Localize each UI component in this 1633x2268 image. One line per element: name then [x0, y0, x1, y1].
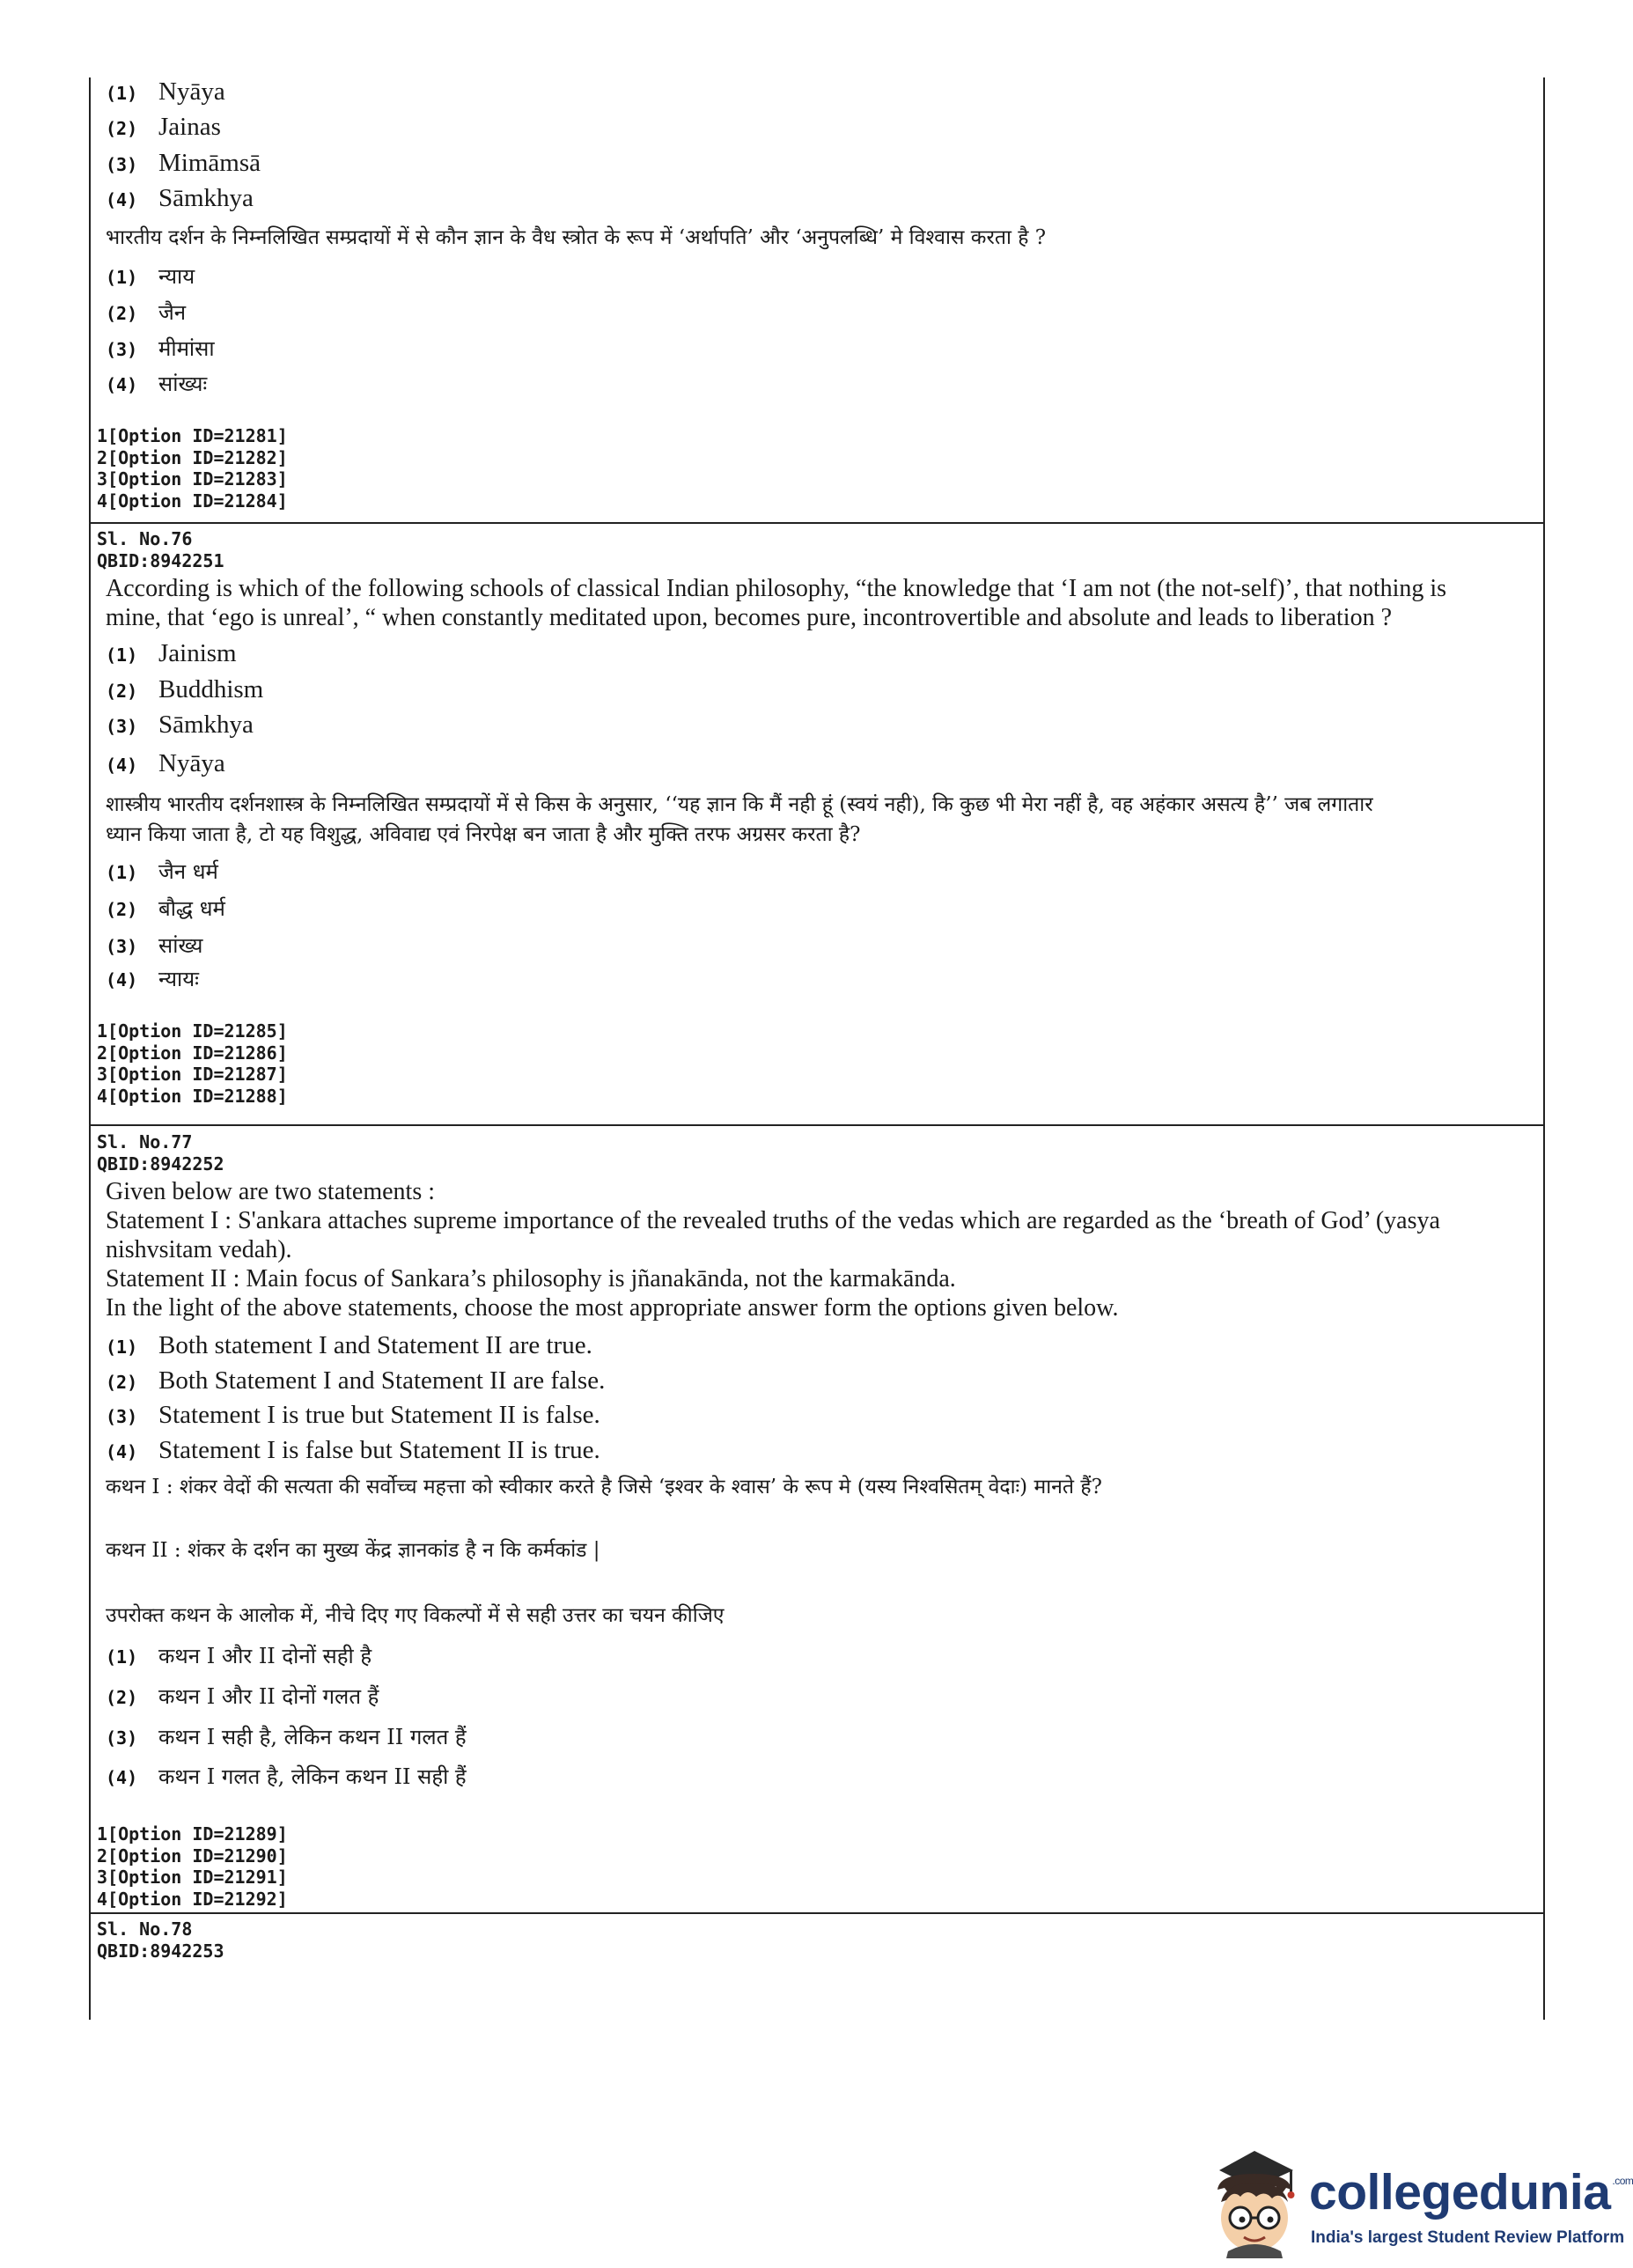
option-hi-4: (4) कथन I गलत है, लेकिन कथन II सही हैं: [106, 1764, 467, 1789]
option-hi-2: (2) बौद्ध धर्म: [106, 896, 225, 921]
option-en-1: (1) Jainism: [106, 639, 237, 667]
option-en-1: (1) Both statement I and Statement II are true.: [106, 1331, 592, 1359]
option-en-2: (2) Jainas: [106, 113, 221, 141]
option-hi-2: (2) जैन: [106, 300, 187, 325]
question-line: Statement II : Main focus of Sankara’s philosophy is jñanakānda, not the karmakānda.: [106, 1265, 956, 1292]
option-id: 2[Option ID=21286]: [97, 1042, 288, 1064]
option-en-2: (2) Buddhism: [106, 675, 264, 703]
question-line: शास्त्रीय भारतीय दर्शनशास्त्र के निम्नलिखित सम्प्रदायों में से किस के अनुसार, ‘‘यह ज्ञान कि मैं नही हूं (स्वयं नही), कि कुछ भी मेरा नहीं है, वह अहंकार असत्य है’’ जब लगातार: [106, 793, 1373, 816]
question-line: mine, that ‘ego is unreal’, “ when constantly meditated upon, becomes pure, incontrovertible and absolute and leads to liberation ?: [106, 604, 1392, 631]
student-mascot-icon: [1202, 2144, 1312, 2258]
option-hi-4: (4) सांख्यः: [106, 372, 208, 396]
qbid: QBID:8942252: [97, 1152, 224, 1174]
section-divider: [91, 1124, 1543, 1126]
option-hi-1: (1) न्याय: [106, 264, 195, 289]
option-en-4: (4) Sāmkhya: [106, 184, 254, 212]
question-text-hi: [97, 790, 1529, 850]
option-id: 3[Option ID=21287]: [97, 1064, 288, 1085]
question-text-en: [97, 574, 1529, 632]
question-line: ध्यान किया जाता है, टो यह विशुद्ध, अविवाद्य एवं निरपेक्ष बन जाता है और मुक्ति तरफ अग्रसर करता है?: [106, 823, 861, 846]
option-id: 2[Option ID=21290]: [97, 1845, 288, 1867]
option-id: 1[Option ID=21285]: [97, 1020, 288, 1042]
option-hi-3: (3) कथन I सही है, लेकिन कथन II गलत हैं: [106, 1725, 467, 1749]
option-en-3: (3) Statement I is true but Statement II is false.: [106, 1401, 600, 1429]
question-line: Statement I : S'ankara attaches supreme importance of the revealed truths of the vedas which are regarded as the ‘breath of God’ (yasya: [106, 1207, 1440, 1234]
option-en-3: (3) Sāmkhya: [106, 711, 254, 739]
option-hi-2: (2) कथन I और II दोनों गलत हैं: [106, 1684, 379, 1709]
option-id: 3[Option ID=21283]: [97, 468, 288, 490]
option-en-3: (3) Mimāmsā: [106, 149, 261, 177]
option-id-list: [97, 1823, 1529, 1910]
option-en-4: (4) Nyāya: [106, 749, 225, 777]
option-hi-1: (1) जैन धर्म: [106, 859, 218, 884]
option-hi-3: (3) सांख्य: [106, 933, 203, 958]
brand-name: collegedunia $^{.com}$: [1309, 2164, 1633, 2220]
option-id: 4[Option ID=21284]: [97, 490, 288, 512]
question-75-tail: [91, 77, 1543, 512]
question-line: nishvsitam vedah).: [106, 1236, 292, 1263]
serial-number: Sl. No.77: [97, 1131, 193, 1152]
qbid: QBID:8942253: [97, 1940, 224, 1962]
option-id: 2[Option ID=21282]: [97, 446, 288, 468]
option-id-list: [97, 425, 1529, 512]
collegedunia-logo: [1202, 2144, 1633, 2258]
option-id: 1[Option ID=21289]: [97, 1823, 288, 1845]
serial-number: Sl. No.76: [97, 528, 193, 549]
serial-number: Sl. No.78: [97, 1918, 193, 1940]
section-divider: [91, 1912, 1543, 1914]
brand-tagline: India's largest Student Review Platform: [1311, 2228, 1625, 2247]
option-en-2: (2) Both Statement I and Statement II are false.: [106, 1366, 606, 1395]
option-id: 4[Option ID=21292]: [97, 1888, 288, 1910]
question-line: Given below are two statements :: [106, 1178, 436, 1205]
option-hi-3: (3) मीमांसा: [106, 336, 215, 361]
question-line: In the light of the above statements, choose the most appropriate answer form the options given below.: [106, 1294, 1119, 1322]
qbid: QBID:8942251: [97, 549, 224, 571]
option-hi-1: (1) कथन I और II दोनों सही है: [106, 1644, 372, 1668]
option-id: 3[Option ID=21291]: [97, 1867, 288, 1888]
instruction-hi: उपरोक्त कथन के आलोक में, नीचे दिए गए विकल्पों में से सही उत्तर का चयन कीजिए: [106, 1604, 725, 1627]
statement-2-hi: कथन II : शंकर के दर्शन का मुख्य केंद्र ज्ञानकांड है न कि कर्मकांड |: [106, 1539, 600, 1562]
question-text-hi: भारतीय दर्शन के निम्नलिखित सम्प्रदायों में से कौन ज्ञान के वैध स्त्रोत के रूप में ‘अर्थापति’ और ‘अनुपलब्धि’ मे विश्वास करता है ?: [106, 226, 1047, 249]
option-id: 4[Option ID=21288]: [97, 1085, 288, 1107]
question-paper-frame: [89, 77, 1545, 2020]
question-78: [91, 1918, 1543, 1962]
question-77: [91, 1131, 1543, 1910]
question-76: [91, 528, 1543, 1107]
question-line: According is which of the following schools of classical Indian philosophy, “the knowledge that ‘I am not (the not-self)’, that nothing is: [106, 575, 1447, 602]
option-id: 1[Option ID=21281]: [97, 425, 288, 446]
option-en-1: (1) Nyāya: [106, 77, 225, 106]
option-id-list: [97, 1020, 1529, 1107]
question-text-en: [97, 1177, 1529, 1322]
option-en-4: (4) Statement I is false but Statement II is true.: [106, 1436, 600, 1464]
option-hi-4: (4) न्यायः: [106, 967, 199, 991]
statement-1-hi: कथन I : शंकर वेदों की सत्यता की सर्वोच्च महत्ता को स्वीकार करते है जिसे ‘इश्वर के श्वास’ के रूप मे (यस्य निश्वसितम् वेदाः) मानते हैं?: [106, 1476, 1102, 1498]
section-divider: [91, 522, 1543, 524]
